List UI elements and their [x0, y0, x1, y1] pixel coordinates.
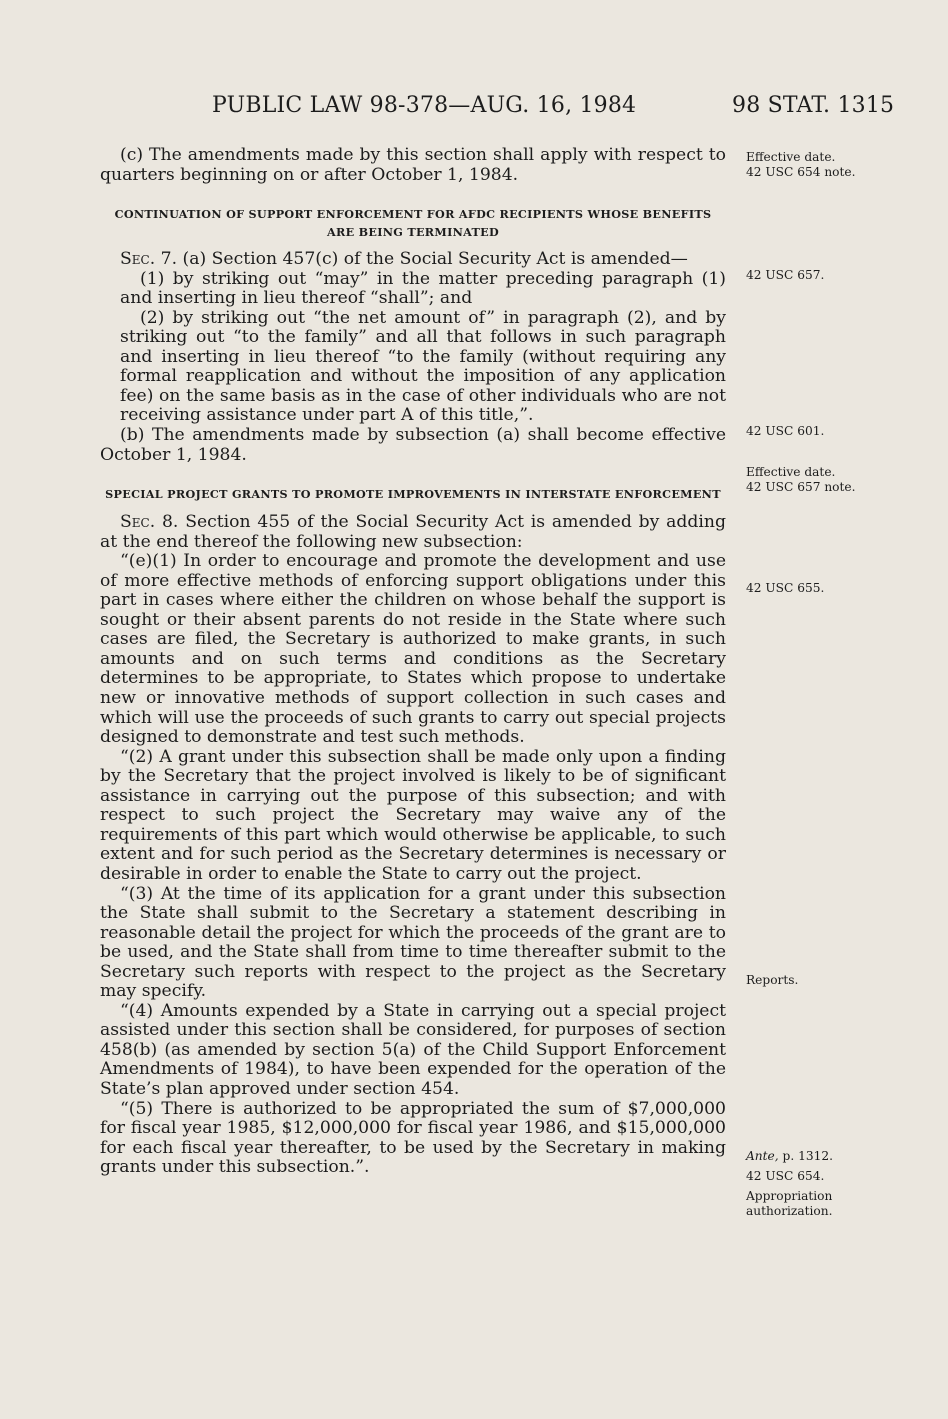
section-7-b: (b) The amendments made by subsection (a) shall become effective October 1, 1984. — [100, 425, 726, 465]
margin-note-line: Effective date. — [746, 465, 836, 479]
section-7-item-1: (1) by striking out “may” in the matter preceding paragraph (1) and inserting in lieu thereof “shall”; and — [120, 268, 726, 309]
margin-note-text: p. 1312. — [778, 1149, 833, 1163]
margin-note-ante — [746, 1149, 833, 1164]
margin-note-line: authorization. — [746, 1204, 833, 1218]
section-7-item-2: (2) by striking out “the net amount of” in paragraph (2), and by striking out “to the family” and all that follows in such paragraph and inserting in lieu thereof “to the family (without requiring any formal reapplication and without the imposition of any application fee) on the same basis as in the case of other individuals who are not receiving assistance under part A of this title,”. — [120, 307, 726, 426]
margin-note-42usc655: 42 USC 655. — [746, 581, 825, 595]
subsection-e2: “(2) A grant under this subsection shall be made only upon a finding by the Secretary that the project involved is likely to be of significant assistance in carrying out the purpose of this subsection; and with respect to such project the Secretary may waive any of the requirements of this part which would otherwise be applicable, to such extent and for such period as the Secretary determines is necessary or desirable in order to enable the State to carry out the project. — [100, 746, 726, 884]
page-header-title: PUBLIC LAW 98-378—AUG. 16, 1984 — [212, 93, 637, 118]
section-label: Sec. — [120, 249, 156, 270]
section-heading-continuation: CONTINUATION OF SUPPORT ENFORCEMENT FOR AFDC RECIPIENTS WHOSE BENEFITS ARE BEING TERMINATED — [114, 207, 712, 240]
section-heading-special-project: SPECIAL PROJECT GRANTS TO PROMOTE IMPROVEMENTS IN INTERSTATE ENFORCEMENT — [105, 487, 721, 502]
margin-note-line: 42 USC 657 note. — [746, 480, 856, 494]
subsection-e1: “(e)(1) In order to encourage and promote the development and use of more effective methods of enforcing support obligations under this part in cases where either the children on whose behalf the support is sought or their absent parents do not reside in the State where such cases are filed, the Secretary is authorized to make grants, in such amounts and on such terms and conditions as the Secretary determines to be appropriate, to States which propose to undertake new or innovative methods of support collection in such cases and which will use the proceeds of such grants to carry out special projects designed to demonstrate and test such methods. — [100, 551, 726, 748]
paragraph-c: (c) The amendments made by this section shall apply with respect to quarters beginning on or after October 1, 1984. — [100, 145, 726, 185]
section-8-text: 8. Section 455 of the Social Security Act is amended by adding at the end thereof the following new subsection: — [100, 512, 726, 552]
margin-note-line: Appropriation — [746, 1189, 833, 1203]
margin-note-effective-date-2 — [746, 465, 856, 495]
margin-note-42usc654: 42 USC 654. — [746, 1169, 825, 1183]
margin-note-42usc657: 42 USC 657. — [746, 268, 825, 282]
margin-note-effective-date-1 — [746, 150, 856, 180]
margin-note-line: 42 USC 654 note. — [746, 165, 856, 179]
margin-note-italic: Ante, — [746, 1149, 779, 1163]
margin-note-line: Effective date. — [746, 150, 836, 164]
subsection-e3: “(3) At the time of its application for a grant under this subsection the State shall submit to the Secretary a statement describing in reasonable detail the project for which the proceeds of the grant are to be used, and the State shall from time to time thereafter submit to the Secretary such reports with respect to the project as the Secretary may specify. — [100, 883, 726, 1002]
section-label: Sec. — [120, 512, 156, 533]
margin-note-reports: Reports. — [746, 973, 799, 987]
margin-note-42usc601: 42 USC 601. — [746, 424, 825, 438]
section-7-text: 7. (a) Section 457(c) of the Social Security Act is amended— — [155, 249, 688, 270]
subsection-e5: “(5) There is authorized to be appropriated the sum of $7,000,000 for fiscal year 1985, $12,000,000 for fiscal year 1986, and $15,000,000 for each fiscal year thereafter, to be used by the Secretary in making grants under this subsection.”. — [100, 1098, 726, 1178]
subsection-e4: “(4) Amounts expended by a State in carrying out a special project assisted under this section shall be considered, for purposes of section 458(b) (as amended by section 5(a) of the Child Support Enforcement Amendments of 1984), to have been expended for the operation of the State’s plan approved under section 454. — [100, 1000, 726, 1099]
margin-note-appropriation — [746, 1189, 832, 1219]
section-7-intro — [100, 250, 726, 270]
main-text-column — [100, 146, 726, 1178]
section-8-intro — [100, 513, 726, 552]
page-header-stat: 98 STAT. 1315 — [732, 93, 895, 118]
